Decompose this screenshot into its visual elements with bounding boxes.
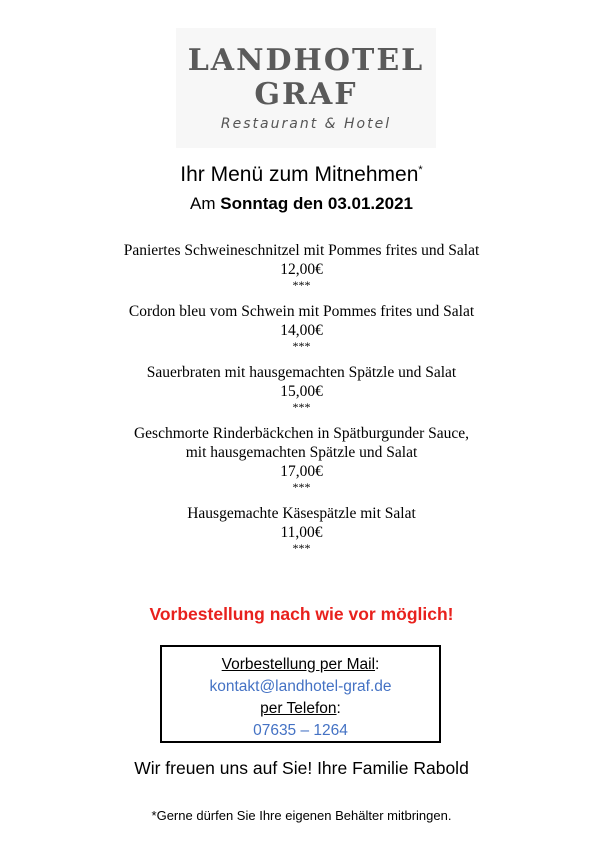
phone-link[interactable]: 07635 – 1264 bbox=[253, 722, 348, 739]
date-bold: Sonntag den 03.01.2021 bbox=[220, 194, 413, 213]
logo-line-2: GRAF bbox=[254, 77, 358, 112]
date-prefix: Am bbox=[190, 194, 221, 213]
dish-name: Paniertes Schweineschnitzel mit Pommes frites und Salat bbox=[123, 242, 480, 259]
mail-label: Vorbestellung per Mail bbox=[221, 656, 376, 673]
logo-subtitle: Restaurant & Hotel bbox=[220, 116, 392, 132]
phone-row bbox=[162, 698, 439, 720]
dish-price: 14,00€ bbox=[280, 322, 323, 339]
dish-name: Sauerbraten mit hausgemachten Spätzle und Salat bbox=[146, 364, 457, 381]
mail-colon: : bbox=[375, 656, 380, 673]
menu-item bbox=[0, 302, 603, 352]
mail-row bbox=[162, 654, 439, 676]
email-link[interactable]: kontakt@landhotel-graf.de bbox=[209, 678, 392, 695]
page-title-text: Ihr Menü zum Mitnehmen bbox=[180, 163, 419, 186]
dish-name-line-2: mit hausgemachten Spätzle und Salat bbox=[185, 444, 418, 461]
dish-separator: *** bbox=[292, 480, 311, 494]
hotel-logo bbox=[176, 28, 436, 148]
dish-name: Hausgemachte Käsespätzle mit Salat bbox=[187, 505, 416, 522]
phone-label: per Telefon bbox=[260, 700, 337, 717]
dish-separator: *** bbox=[292, 278, 311, 292]
dish-name: Cordon bleu vom Schwein mit Pommes frites und Salat bbox=[128, 303, 475, 320]
dish-price: 11,00€ bbox=[280, 524, 323, 541]
menu-item bbox=[0, 241, 603, 291]
dish-price: 12,00€ bbox=[280, 261, 323, 278]
contact-box bbox=[160, 645, 441, 743]
preorder-notice: Vorbestellung nach wie vor möglich! bbox=[149, 604, 454, 624]
menu-list bbox=[0, 241, 603, 565]
menu-date bbox=[0, 194, 603, 214]
dish-name: Geschmorte Rinderbäckchen in Spätburgunder Sauce, bbox=[133, 425, 469, 442]
greeting: Wir freuen uns auf Sie! Ihre Familie Rabold bbox=[134, 758, 469, 778]
title-footnote-mark: * bbox=[418, 164, 423, 176]
dish-separator: *** bbox=[292, 339, 311, 353]
dish-separator: *** bbox=[292, 400, 311, 414]
dish-price: 15,00€ bbox=[280, 383, 323, 400]
menu-item bbox=[0, 363, 603, 413]
menu-item bbox=[0, 504, 603, 554]
logo-line-1: LANDHOTEL bbox=[187, 43, 425, 78]
page-title bbox=[0, 163, 603, 187]
phone-colon: : bbox=[336, 700, 341, 717]
menu-item bbox=[0, 424, 603, 493]
footnote: *Gerne dürfen Sie Ihre eigenen Behälter mitbringen. bbox=[151, 808, 452, 823]
dish-separator: *** bbox=[292, 541, 311, 555]
dish-price: 17,00€ bbox=[280, 463, 323, 480]
